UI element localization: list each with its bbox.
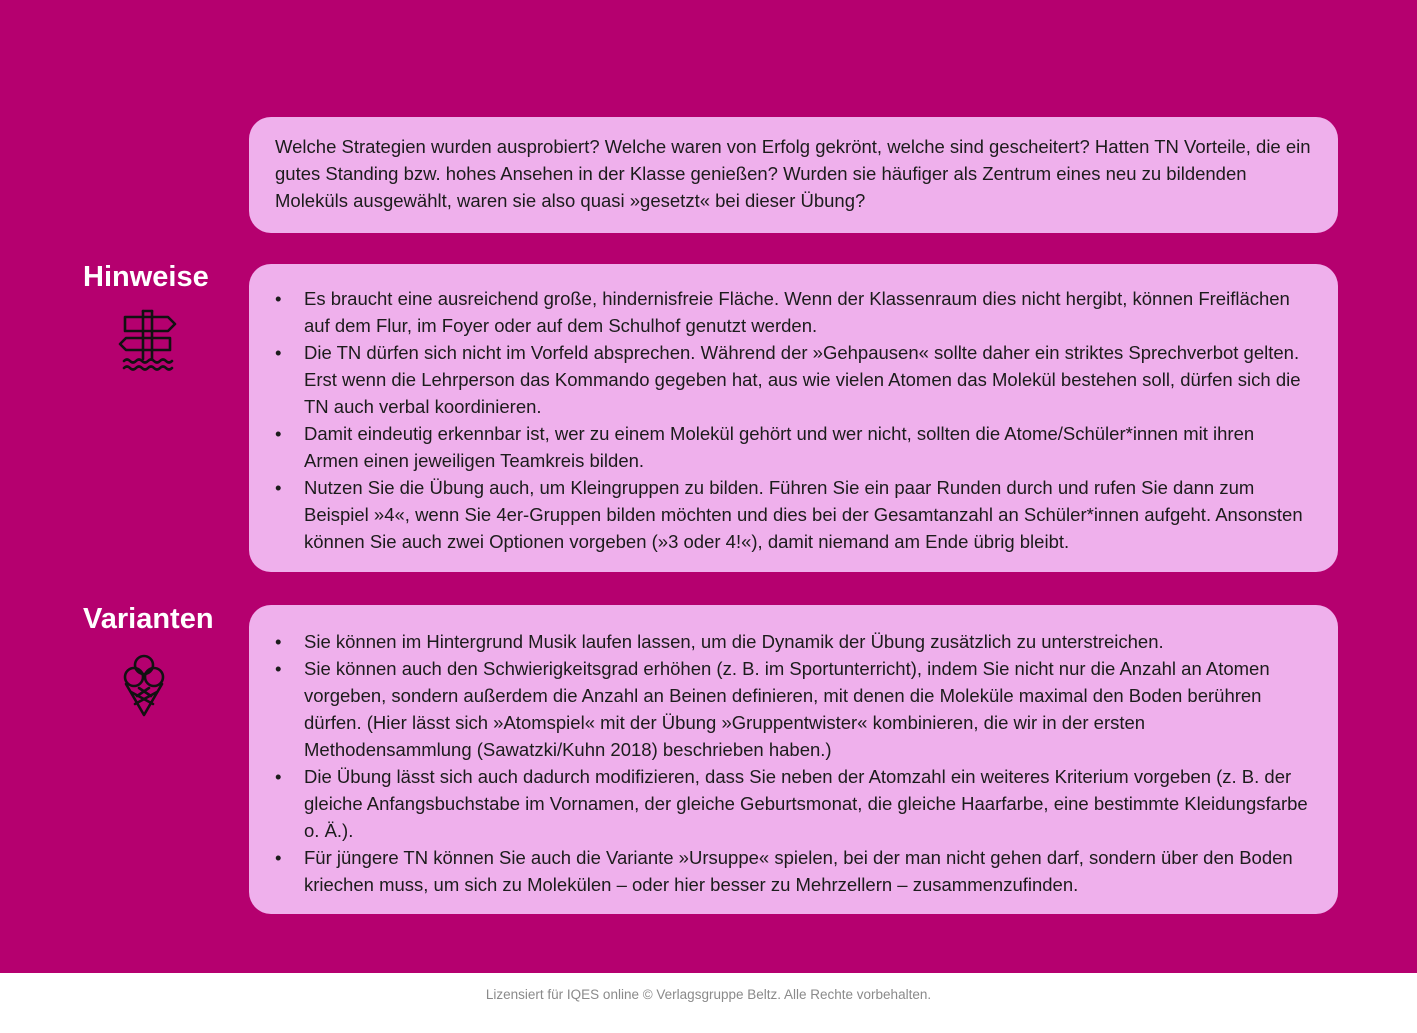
intro-box — [249, 117, 1338, 233]
license-footer: Lizensiert für IQES online © Verlagsgruppe Beltz. Alle Rechte vorbehalten. — [485, 987, 932, 1002]
hinweise-box — [249, 264, 1338, 572]
list-item: • Für jüngere TN können Sie auch die Variante »Ursuppe« spielen, bei der man nicht gehen darf, sondern über den Boden kriechen muss, um sich zu Molekülen – oder hier besser zu Mehrzellern – zusammenzufinden. — [275, 844, 1308, 898]
list-item: • Sie können im Hintergrund Musik laufen lassen, um die Dynamik der Übung zusätzlich zu unterstreichen. — [275, 628, 1308, 655]
varianten-box — [249, 605, 1338, 914]
hinweise-list — [275, 285, 1308, 555]
list-item: • Sie können auch den Schwierigkeitsgrad erhöhen (z. B. im Sportunterricht), indem Sie nicht nur die Anzahl an Atomen vorgeben, sondern außerdem die Anzahl an Beinen definieren, mit denen die Moleküle maximal den Boden berühren dürfen. (Hier lässt sich »Atomspiel« mit der Übung »Gruppentwister« kombinieren, die wir in der ersten Methodensammlung (Sawatzki/Kuhn 2018) beschrieben haben.) — [275, 655, 1308, 763]
varianten-heading: Varianten — [83, 603, 214, 635]
signpost-icon — [118, 309, 178, 373]
list-item: • Nutzen Sie die Übung auch, um Kleingruppen zu bilden. Führen Sie ein paar Runden durch und rufen Sie dann zum Beispiel »4«, wenn Sie 4er-Gruppen bilden möchten und dies bei der Gesamtanzahl an Schüler*innen aufgeht. Ansonsten können Sie auch zwei Optionen vorgeben (»3 oder 4!«), damit niemand am Ende übrig bleibt. — [275, 474, 1308, 555]
list-item: • Die TN dürfen sich nicht im Vorfeld absprechen. Während der »Gehpausen« sollte daher ein striktes Sprechverbot gelten. Erst wenn die Lehrperson das Kommando gegeben hat, aus wie vielen Atomen das Molekül bestehen soll, dürfen sich die TN auch verbal koordinieren. — [275, 339, 1308, 420]
list-item: • Die Übung lässt sich auch dadurch modifizieren, dass Sie neben der Atomzahl ein weiteres Kriterium vorgeben (z. B. der gleiche Anfangsbuchstabe im Vornamen, der gleiche Geburtsmonat, die gleiche Haarfarbe, eine bestimmte Kleidungsfarbe o. Ä.). — [275, 763, 1308, 844]
intro-text: Welche Strategien wurden ausprobiert? Welche waren von Erfolg gekrönt, welche sind gescheitert? Hatten TN Vorteile, die ein gutes Standing bzw. hohes Ansehen in der Klasse genießen? Wurden sie häufiger als Zentrum eines neu zu bildenden Moleküls ausgewählt, waren sie also quasi »gesetzt« bei dieser Übung? — [275, 136, 1311, 211]
varianten-list — [275, 628, 1308, 898]
list-item: • Es braucht eine ausreichend große, hindernisfreie Fläche. Wenn der Klassenraum dies nicht hergibt, können Freiflächen auf dem Flur, im Foyer oder auf dem Schulhof genutzt werden. — [275, 285, 1308, 339]
list-item: • Damit eindeutig erkennbar ist, wer zu einem Molekül gehört und wer nicht, sollten die Atome/Schüler*innen mit ihren Armen einen jeweiligen Teamkreis bilden. — [275, 420, 1308, 474]
ice-cream-icon — [122, 652, 166, 718]
hinweise-heading: Hinweise — [83, 261, 209, 293]
